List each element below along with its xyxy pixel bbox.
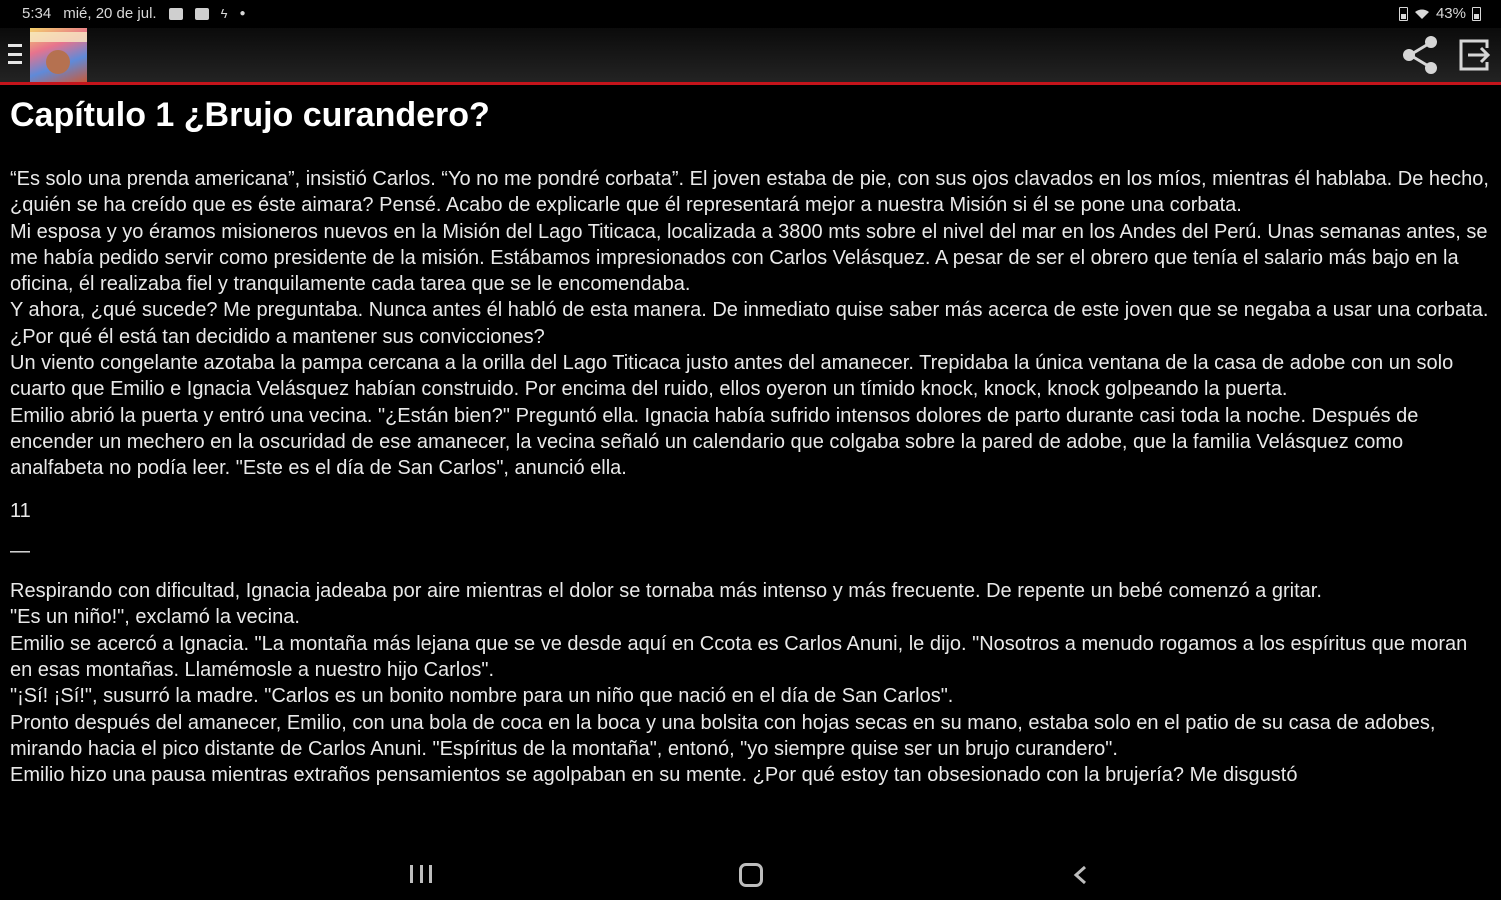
paragraph: Un viento congelante azotaba la pampa cercana a la orilla del Lago Titicaca justo antes del amanecer. Trepidaba la única ventana de la casa de adobe con un solo cuarto que Emilio e Ignacia Velásquez habían construido. Por encima del ruido, ellos oyeron un tímido knock, knock, knock golpeando la puerta. — [10, 352, 1454, 401]
menu-icon[interactable] — [8, 44, 22, 64]
app-bar — [0, 28, 1501, 85]
paragraph: Emilio hizo una pausa mientras extraños pensamientos se agolpaban en su mente. ¿Por qué estoy tan obsesionado con la brujería? Me disgustó — [10, 764, 1298, 787]
lock-icon — [1399, 7, 1408, 21]
recents-icon[interactable] — [410, 865, 432, 883]
notification-icon — [195, 8, 209, 20]
paragraph: “Es solo una prenda americana”, insistió Carlos. “Yo no me pondré corbata”. El joven estaba de pie, con sus ojos clavados en los míos, mientras él hablaba. De hecho, ¿quién se ha creído que es éste aimara? Pensé. Acabo de explicarle que él representará mejor a nuestra Misión si él se pone una corbata. — [10, 168, 1489, 217]
more-notifications-icon: ● — [239, 8, 246, 19]
paragraph: "¡Sí! ¡Sí!", susurró la madre. "Carlos es un bonito nombre para un niño que nació en el día de San Carlos". — [10, 685, 954, 708]
share-icon[interactable] — [1399, 34, 1441, 76]
navigation-bar — [0, 845, 1501, 900]
notification-icon — [169, 8, 183, 20]
status-bar — [0, 0, 1501, 28]
paragraph: Emilio se acercó a Ignacia. "La montaña más lejana que se ve desde aquí en Ccota es Carlos Anuni, le dijo. "Nosotros a menudo rogamos a los espíritus que moran en esas montañas. Llamémosle a nuestro hijo Carlos". — [10, 632, 1468, 682]
paragraph: Y ahora, ¿qué sucede? Me preguntaba. Nunca antes él habló de esta manera. De inmediato quise saber más acerca de este joven que se negaba a usar una corbata. ¿Por qué él está tan decidido a mantener sus convicciones? — [10, 299, 1489, 348]
page-number: 11 — [10, 499, 31, 522]
chapter-title: Capítulo 1 ¿Brujo curandero? — [10, 96, 490, 134]
battery-level: 43% — [1435, 5, 1466, 22]
status-date: mié, 20 de jul. — [63, 5, 157, 22]
reader-content[interactable] — [10, 90, 1492, 842]
back-icon[interactable] — [1072, 865, 1088, 885]
text-block-after — [10, 578, 1492, 788]
paragraph: "Es un niño!", exclamó la vecina. — [10, 606, 300, 629]
paragraph: Pronto después del amanecer, Emilio, con una bola de coca en la boca y una bolsita con hojas secas en su mano, estaba solo en el patio de su casa de adobes, mirando hacia el pico distante de Carlos Anuni. "Espíritus de la montaña", entonó, "yo siempre quise ser un brujo curandero". — [10, 711, 1436, 760]
status-time: 5:34 — [22, 5, 52, 22]
battery-icon — [1472, 7, 1481, 21]
exit-icon[interactable] — [1456, 37, 1492, 73]
book-cover-thumbnail[interactable] — [30, 28, 87, 82]
page-separator: — — [10, 539, 30, 562]
wifi-icon — [1414, 8, 1430, 20]
text-block-before — [10, 166, 1492, 482]
flash-icon: ϟ — [220, 6, 228, 21]
paragraph: Respirando con dificultad, Ignacia jadeaba por aire mientras el dolor se tornaba más intenso y más frecuente. De repente un bebé comenzó a gritar. — [10, 580, 1322, 603]
paragraph: Emilio abrió la puerta y entró una vecina. "¿Están bien?" Preguntó ella. Ignacia había sufrido intensos dolores de parto durante casi toda la noche. Después de encender un mechero en la oscuridad de ese amanecer, la vecina señaló un calendario que colgaba sobre la pared de adobe, que la familia Velásquez como analfabeta no podía leer. "Este es el día de San Carlos", anunció ella. — [10, 404, 1419, 480]
home-icon[interactable] — [739, 863, 763, 887]
status-left — [22, 5, 246, 22]
status-right — [1399, 5, 1481, 22]
paragraph: Mi esposa y yo éramos misioneros nuevos en la Misión del Lago Titicaca, localizada a 3800 mts sobre el nivel del mar en los Andes del Perú. Unas semanas antes, se me había pedido servir como presidente de la misión. Estábamos impresionados con Carlos Velásquez. A pesar de ser el obrero que tenía el salario más bajo en la oficina, él realizaba fiel y tranquilamente cada tarea que se le encomendaba. — [10, 220, 1488, 296]
